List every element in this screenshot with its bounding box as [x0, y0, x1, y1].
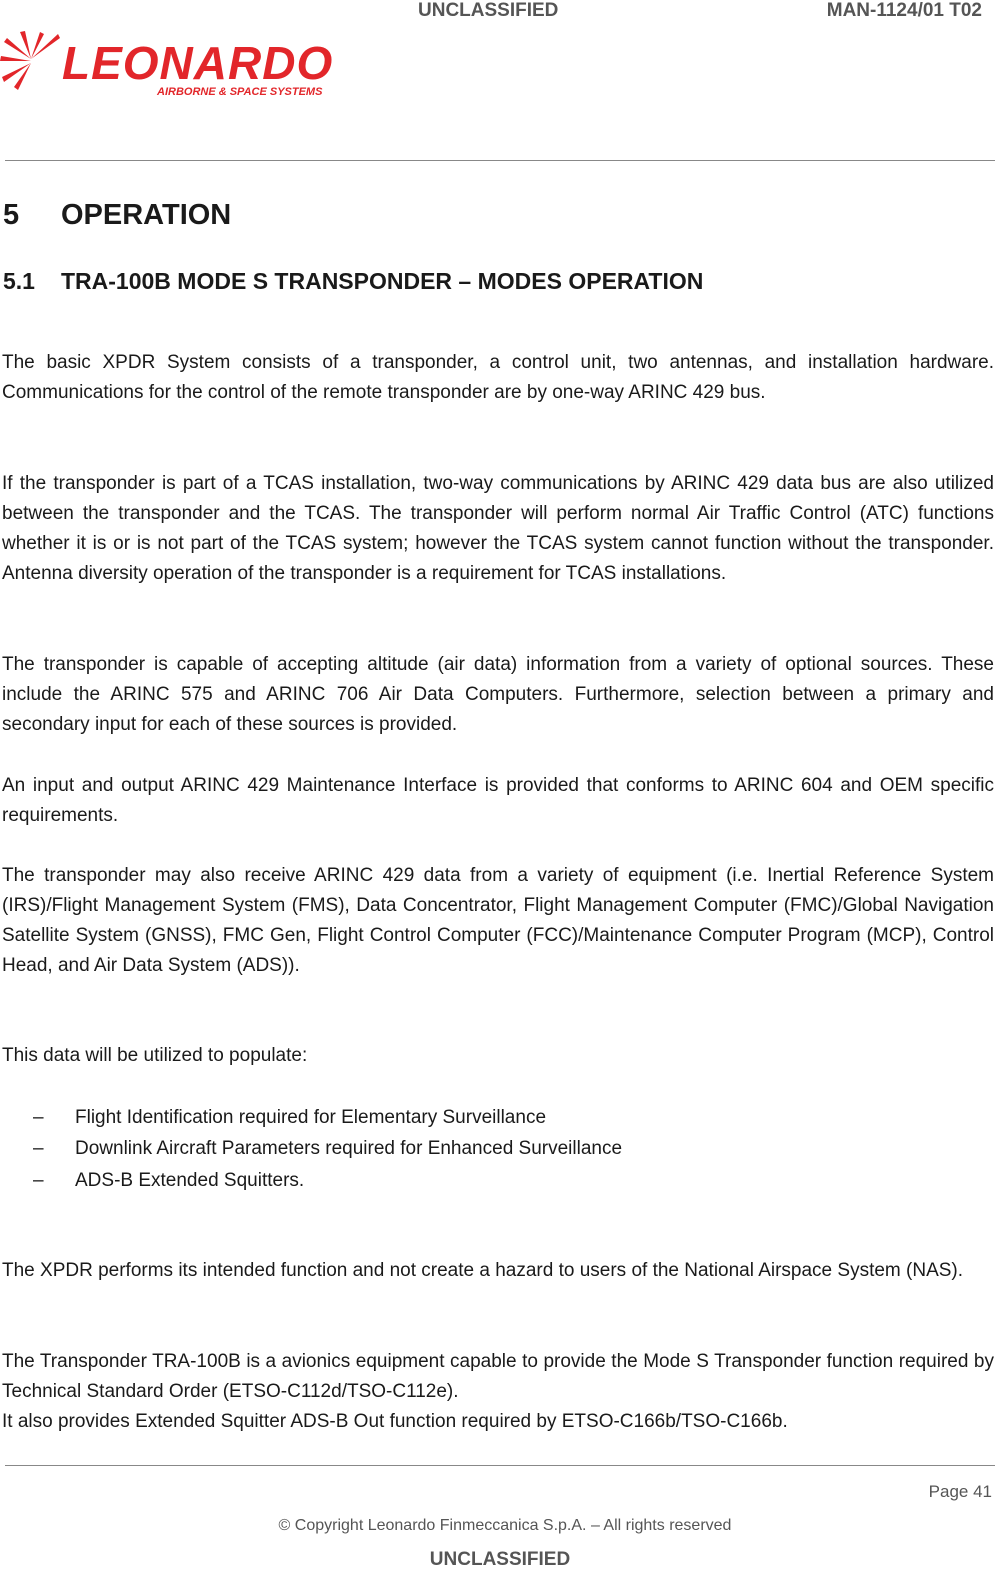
paragraph: The XPDR performs its intended function and not create a hazard to users of the National Airspace System (NAS). — [2, 1260, 964, 1281]
subsection-title: TRA-100B MODE S TRANSPONDER – MODES OPERATION — [61, 268, 704, 294]
bullet-marker: – — [33, 1107, 44, 1128]
header-classification: UNCLASSIFIED — [418, 0, 559, 21]
paragraph: It also provides Extended Squitter ADS-B Out function required by ETSO-C166b/TSO-C166b. — [2, 1411, 788, 1432]
paragraph: The basic XPDR System consists of a transponder, a control unit, two antennas, and installation hardware. Communications for the control of the remote transponder are by one-way ARINC 429 bus. — [2, 352, 994, 403]
footer-divider — [5, 1465, 995, 1466]
header-divider — [5, 160, 995, 161]
paragraph: This data will be utilized to populate: — [2, 1045, 308, 1066]
subsection-number: 5.1 — [3, 268, 35, 294]
list-item — [33, 1103, 546, 1133]
subsection-heading — [3, 266, 703, 296]
paragraph: The transponder may also receive ARINC 429 data from a variety of equipment (i.e. Inertial Reference System (IRS)/Flight Management System (FMS), Data Concentrator, Flight Management Computer (FMC)/Global Navigation Satellite System (GNSS), FMC Gen, Flight Control Computer (FCC)/Maintenance Computer Program (MCP), Control Head, and Air Data System (ADS)). — [2, 865, 994, 976]
logo-subtitle: AIRBORNE & SPACE SYSTEMS — [157, 86, 323, 98]
section-title: OPERATION — [61, 199, 232, 231]
section-number: 5 — [3, 199, 20, 231]
page-number: Page 41 — [928, 1482, 992, 1501]
footer-classification: UNCLASSIFIED — [429, 1549, 571, 1570]
list-item — [33, 1166, 304, 1196]
bullet-marker: – — [33, 1138, 44, 1159]
paragraph: The transponder is capable of accepting altitude (air data) information from a variety of optional sources. These include the ARINC 575 and ARINC 706 Air Data Computers. Furthermore, selection between a primary and secondary input for each of these sources is provided. — [2, 654, 994, 735]
section-heading — [3, 197, 231, 233]
list-item — [33, 1134, 622, 1164]
logo-wordmark: LEONARDO — [62, 37, 334, 89]
paragraph: If the transponder is part of a TCAS installation, two-way communications by ARINC 429 data bus are also utilized between the transponder and the TCAS. The transponder will perform normal Air Traffic Control (ATC) functions whether it is or is not part of the TCAS system; however the TCAS system cannot function without the transponder. Antenna diversity operation of the transponder is a requirement for TCAS installations. — [2, 473, 994, 584]
paragraph: The Transponder TRA-100B is a avionics equipment capable to provide the Mode S Transponder function required by Technical Standard Order (ETSO-C112d/TSO-C112e). — [2, 1351, 994, 1402]
copyright-notice: © Copyright Leonardo Finmeccanica S.p.A. – All rights reserved — [278, 1517, 732, 1534]
list-item-text: Flight Identification required for Elementary Surveillance — [75, 1107, 547, 1128]
paragraph: An input and output ARINC 429 Maintenance Interface is provided that conforms to ARINC 604 and OEM specific requirements. — [2, 775, 994, 826]
bullet-marker: – — [33, 1170, 44, 1191]
header-doc-number: MAN-1124/01 T02 — [826, 0, 982, 21]
leonardo-logo-icon — [0, 30, 62, 92]
list-item-text: Downlink Aircraft Parameters required for Enhanced Surveillance — [75, 1138, 623, 1159]
list-item-text: ADS-B Extended Squitters. — [75, 1170, 305, 1191]
